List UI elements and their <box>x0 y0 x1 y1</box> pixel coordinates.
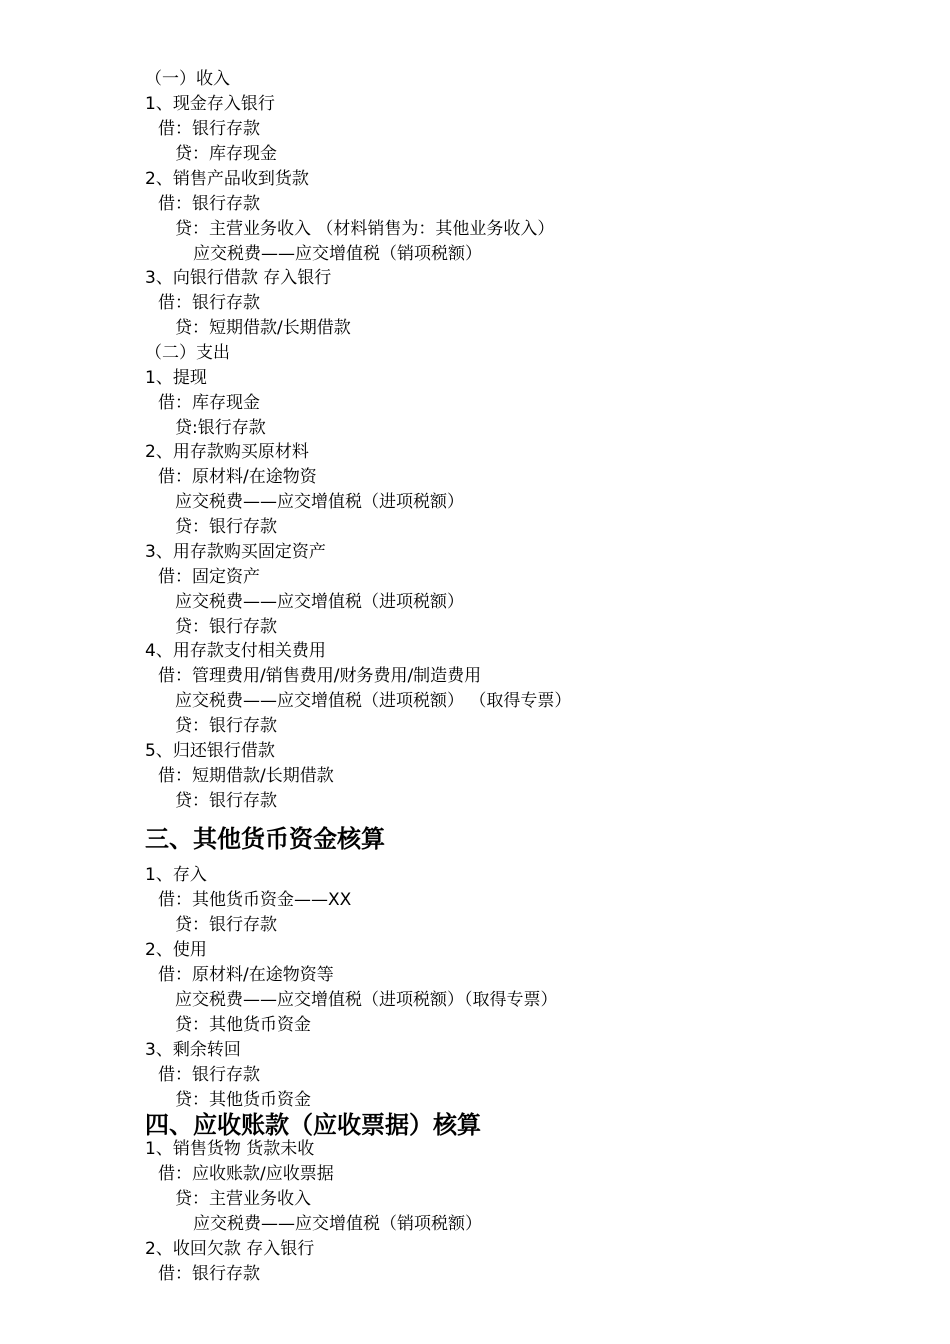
debit-line: 应交税费——应交增值税（进项税额） <box>175 492 464 512</box>
debit-line: 借：其他货币资金——XX <box>158 890 352 910</box>
debit-line: 借：应收账款/应收票据 <box>158 1164 334 1184</box>
debit-line: 应交税费——应交增值税（进项税额）（取得专票） <box>175 990 558 1010</box>
item-title: 5、归还银行借款 <box>145 741 275 761</box>
credit-line: 贷：银行存款 <box>175 915 277 935</box>
debit-line: 借：管理费用/销售费用/财务费用/制造费用 <box>158 666 482 686</box>
item-title: 2、收回欠款 存入银行 <box>145 1239 315 1259</box>
debit-line: 应交税费——应交增值税（进项税额） （取得专票） <box>175 691 572 711</box>
credit-line: 贷：短期借款/长期借款 <box>175 318 351 338</box>
credit-line: 贷：其他货币资金 <box>175 1015 311 1035</box>
item-title: 1、提现 <box>145 368 207 388</box>
item-title: 3、剩余转回 <box>145 1040 241 1060</box>
credit-line: 贷：银行存款 <box>175 517 277 537</box>
debit-line: 借：银行存款 <box>158 119 260 139</box>
item-title: 2、销售产品收到货款 <box>145 169 309 189</box>
subheading-income: （一）收入 <box>145 69 230 89</box>
debit-line: 借：银行存款 <box>158 194 260 214</box>
debit-line: 借：固定资产 <box>158 567 260 587</box>
item-title: 1、存入 <box>145 865 207 885</box>
item-title: 4、用存款支付相关费用 <box>145 641 326 661</box>
credit-line: 应交税费——应交增值税（销项税额） <box>193 1214 482 1234</box>
credit-line: 贷：银行存款 <box>175 791 277 811</box>
item-title: 2、使用 <box>145 940 207 960</box>
item-title: 2、用存款购买原材料 <box>145 442 309 462</box>
debit-line: 借：原材料/在途物资等 <box>158 965 334 985</box>
item-title: 1、现金存入银行 <box>145 94 275 114</box>
debit-line: 借：库存现金 <box>158 393 260 413</box>
debit-line: 借：银行存款 <box>158 1264 260 1284</box>
item-title: 1、销售货物 货款未收 <box>145 1139 315 1159</box>
debit-line: 应交税费——应交增值税（进项税额） <box>175 592 464 612</box>
credit-line: 贷：其他货币资金 <box>175 1090 311 1110</box>
credit-line: 贷：主营业务收入 <box>175 1189 311 1209</box>
debit-line: 借：银行存款 <box>158 1065 260 1085</box>
credit-line: 贷：银行存款 <box>175 716 277 736</box>
section-heading-receivables: 四、应收账款（应收票据）核算 <box>145 1111 481 1139</box>
credit-line: 贷:银行存款 <box>175 418 266 438</box>
section-heading-other-monetary-funds: 三、其他货币资金核算 <box>145 825 385 853</box>
item-title: 3、向银行借款 存入银行 <box>145 268 332 288</box>
credit-line: 贷：银行存款 <box>175 617 277 637</box>
item-title: 3、用存款购买固定资产 <box>145 542 326 562</box>
credit-line: 贷：主营业务收入 （材料销售为：其他业务收入） <box>175 219 555 239</box>
credit-line: 应交税费——应交增值税（销项税额） <box>193 244 482 264</box>
debit-line: 借：短期借款/长期借款 <box>158 766 334 786</box>
credit-line: 贷：库存现金 <box>175 144 277 164</box>
subheading-expense: （二）支出 <box>145 343 230 363</box>
debit-line: 借：原材料/在途物资 <box>158 467 317 487</box>
debit-line: 借：银行存款 <box>158 293 260 313</box>
